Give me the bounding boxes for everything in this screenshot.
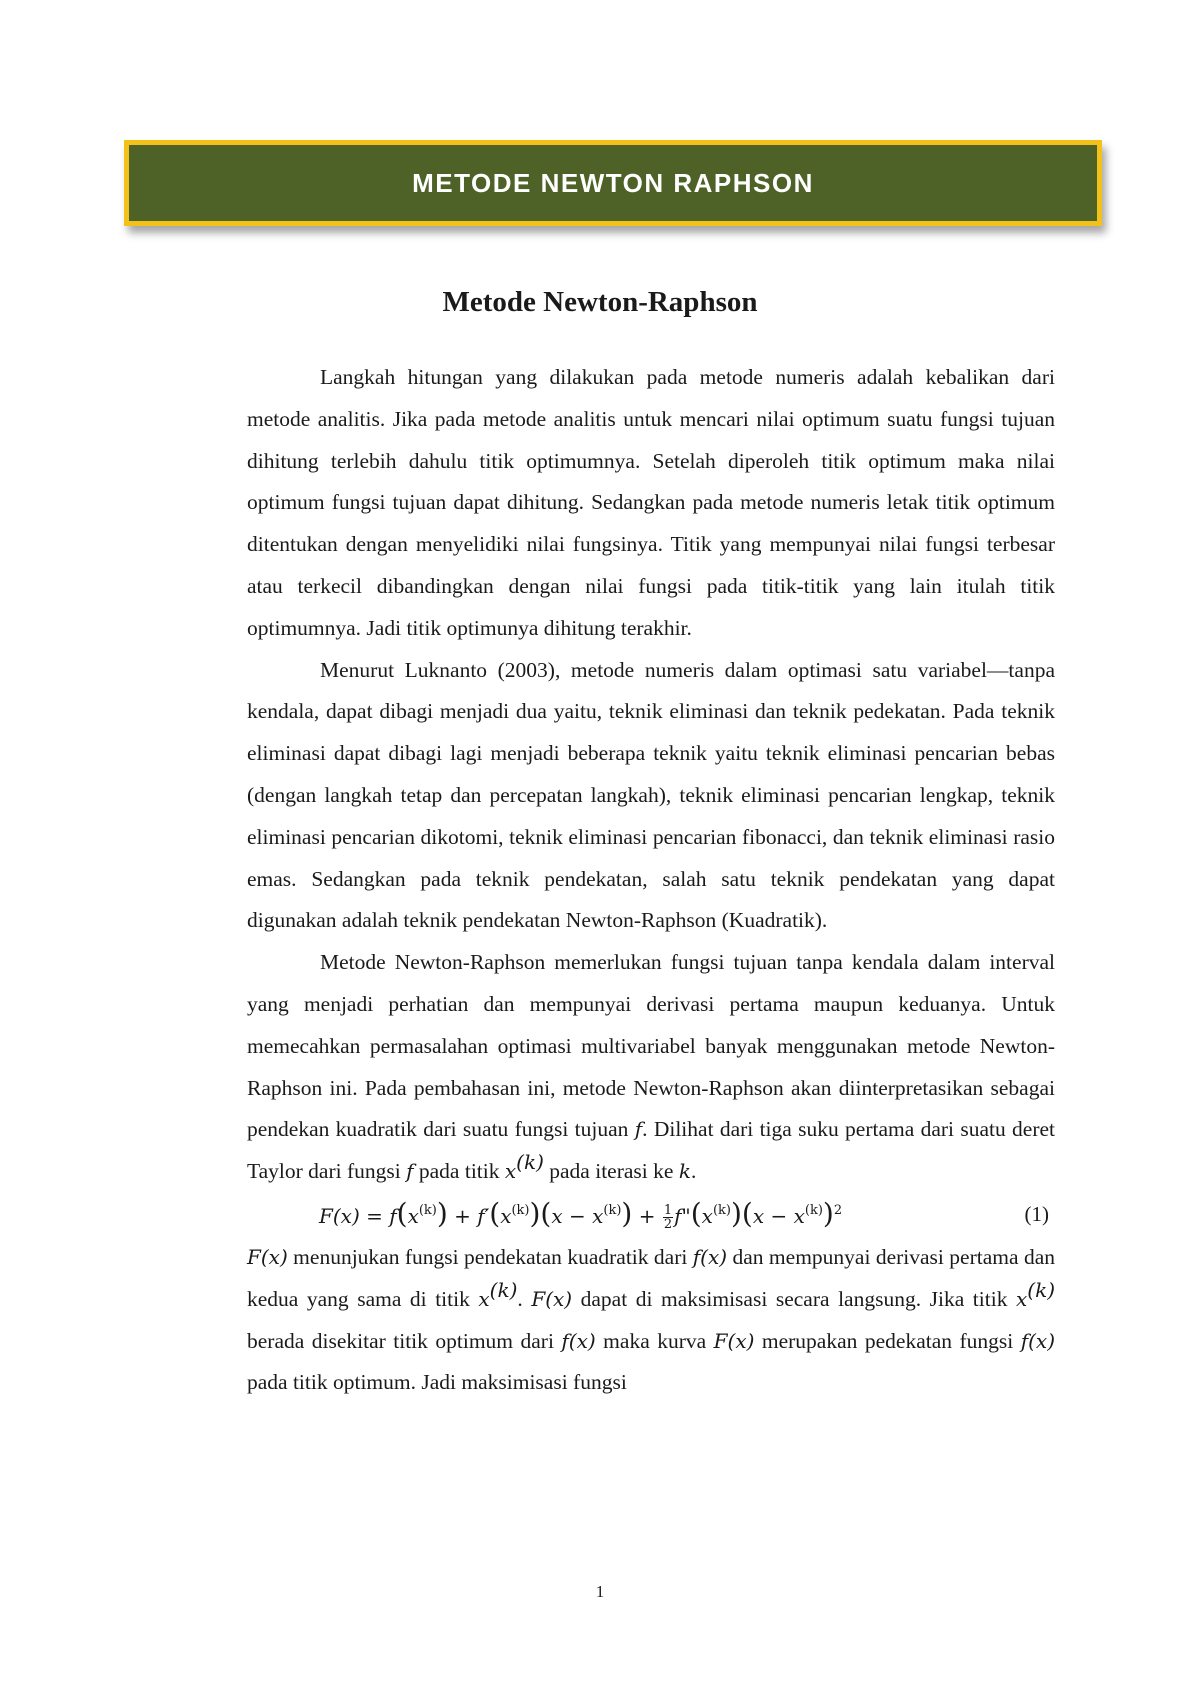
paragraph-2: Menurut Luknanto (2003), metode numeris dalam optimasi satu variabel—tanpa kendala, dapat dibagi menjadi dua yaitu, teknik eliminasi dan teknik pedekatan. Pada teknik eliminasi dapat dibagi lagi menjadi beberapa teknik yaitu teknik eliminasi pencarian bebas (dengan langkah tetap dan percepatan langkah), teknik eliminasi pencarian lengkap, teknik eliminasi pencarian dikotomi, teknik eliminasi pencarian fibonacci, dan teknik eliminasi rasio emas. Sedangkan pada teknik pendekatan, salah satu teknik pendekatan yang dapat digunakan adalah teknik pendekatan Newton-Raphson (Kuadratik). [247,657,1055,933]
paragraph-4-text: merupakan pedekatan fungsi [754,1328,1021,1353]
math-Fx: F(x) [531,1286,573,1311]
paragraph-3-text-3: pada titik [413,1159,505,1184]
equation-number: (1) [1024,1202,1049,1227]
eq-x: x [500,1203,512,1228]
math-fx: f(x) [1020,1328,1055,1353]
paragraph-4-text: dapat di maksimisasi secara langsung. Jika titik [572,1286,1016,1311]
document-title: Metode Newton-Raphson [442,286,758,318]
eq-superscript: (k) [418,1202,437,1218]
paragraph-1: Langkah hitungan yang dilakukan pada metode numeris adalah kebalikan dari metode analitis. Jika pada metode analitis untuk mencari nilai optimum suatu fungsi tujuan dihitung terlebih dahulu titik optimumnya. Setelah diperoleh titik optimum maka nilai optimum fungsi tujuan dapat dihitung. Sedangkan pada metode numeris letak titik optimum ditentukan dengan menyelidiki nilai fungsinya. Titik yang mempunyai nilai fungsi terbesar atau terkecil dibandingkan dengan nilai fungsi pada titik-titik yang lain itulah titik optimumnya. Jadi titik optimunya dihitung terakhir. [247,365,1055,640]
math-superscript: (k) [1027,1277,1056,1302]
math-f: f [406,1159,414,1184]
math-superscript: (k) [516,1150,544,1175]
chapter-banner [124,140,1102,226]
fraction-numerator: 1 [663,1202,673,1218]
paragraph-3-text-5: . [690,1159,697,1184]
eq-fraction [663,1204,673,1231]
paragraph-3-text-4: pada iterasi ke [543,1159,679,1184]
math-f: f [634,1117,643,1142]
paragraph-3-text-1: Metode Newton-Raphson memerlukan fungsi tujuan tanpa kendala dalam interval yang menjadi perhatian dan mempunyai derivasi pertama maupun keduanya. Untuk memecahkan permasalahan optimasi multivariabel banyak menggunakan metode Newton-Raphson ini. Pada pembahasan ini, metode Newton-Raphson akan diinterpretasikan sebagai pendekan kuadratik dari suatu fungsi tujuan [247,950,1055,1142]
eq-superscript: (k) [712,1202,731,1218]
chapter-title: METODE NEWTON RAPHSON [412,167,814,198]
equation-1 [247,1193,1055,1237]
paragraph-4-text: dan mempunyai derivasi pertama dan kedua yang sama di titik [247,1244,1055,1311]
paragraph-3 [247,942,1055,1193]
math-k: k [678,1159,691,1184]
eq-superscript: (k) [603,1202,622,1218]
equation-body: $F(x) = f(x^{(k)}) + f'(x^{(k)})(x - x^{(k)})$ + $\frac{1}{2}$ $f"(x^{(k)})(x - x^{(k)})^2$ [319,1196,843,1232]
math-Fx: F(x) [713,1328,755,1353]
eq-term: x − x [752,1203,805,1228]
paragraph-4-text: pada titik optimum. Jadi maksimisasi fungsi [247,1370,627,1395]
eq-superscript: (k) [804,1202,823,1218]
eq-plus: + [632,1203,662,1228]
page-number: 1 [595,1582,605,1601]
math-x: x [1016,1286,1028,1311]
eq-lhs: F(x) = f [319,1203,397,1228]
eq-x: x [407,1203,419,1228]
math-superscript: (k) [489,1277,518,1302]
paragraph-4-text: menunjukan fungsi pendekatan kuadratik dari [287,1244,693,1269]
paragraph-4-text: maka kurva [595,1328,714,1353]
eq-superscript: (k) [511,1202,530,1218]
math-x: x [478,1286,490,1311]
math-fx: f(x) [561,1328,596,1353]
paragraph-4-text: berada disekitar titik optimum dari [247,1328,562,1353]
eq-x: x [701,1203,713,1228]
eq-term: + f′ [447,1203,490,1228]
document-body [247,357,1055,1404]
eq-power: 2 [833,1202,843,1218]
paragraph-3-text-2: . Dilihat dari tiga suku pertama dari suatu deret Taylor dari fungsi [247,1117,1055,1184]
eq-term: x − x [551,1203,604,1228]
math-fx: f(x) [692,1244,728,1269]
math-x: x [504,1159,517,1184]
eq-term: f" [674,1203,691,1228]
fraction-denominator: 2 [663,1216,673,1232]
paragraph-4 [247,1237,1055,1404]
paragraph-4-text: . [517,1286,532,1311]
math-Fx: F(x) [247,1244,288,1269]
